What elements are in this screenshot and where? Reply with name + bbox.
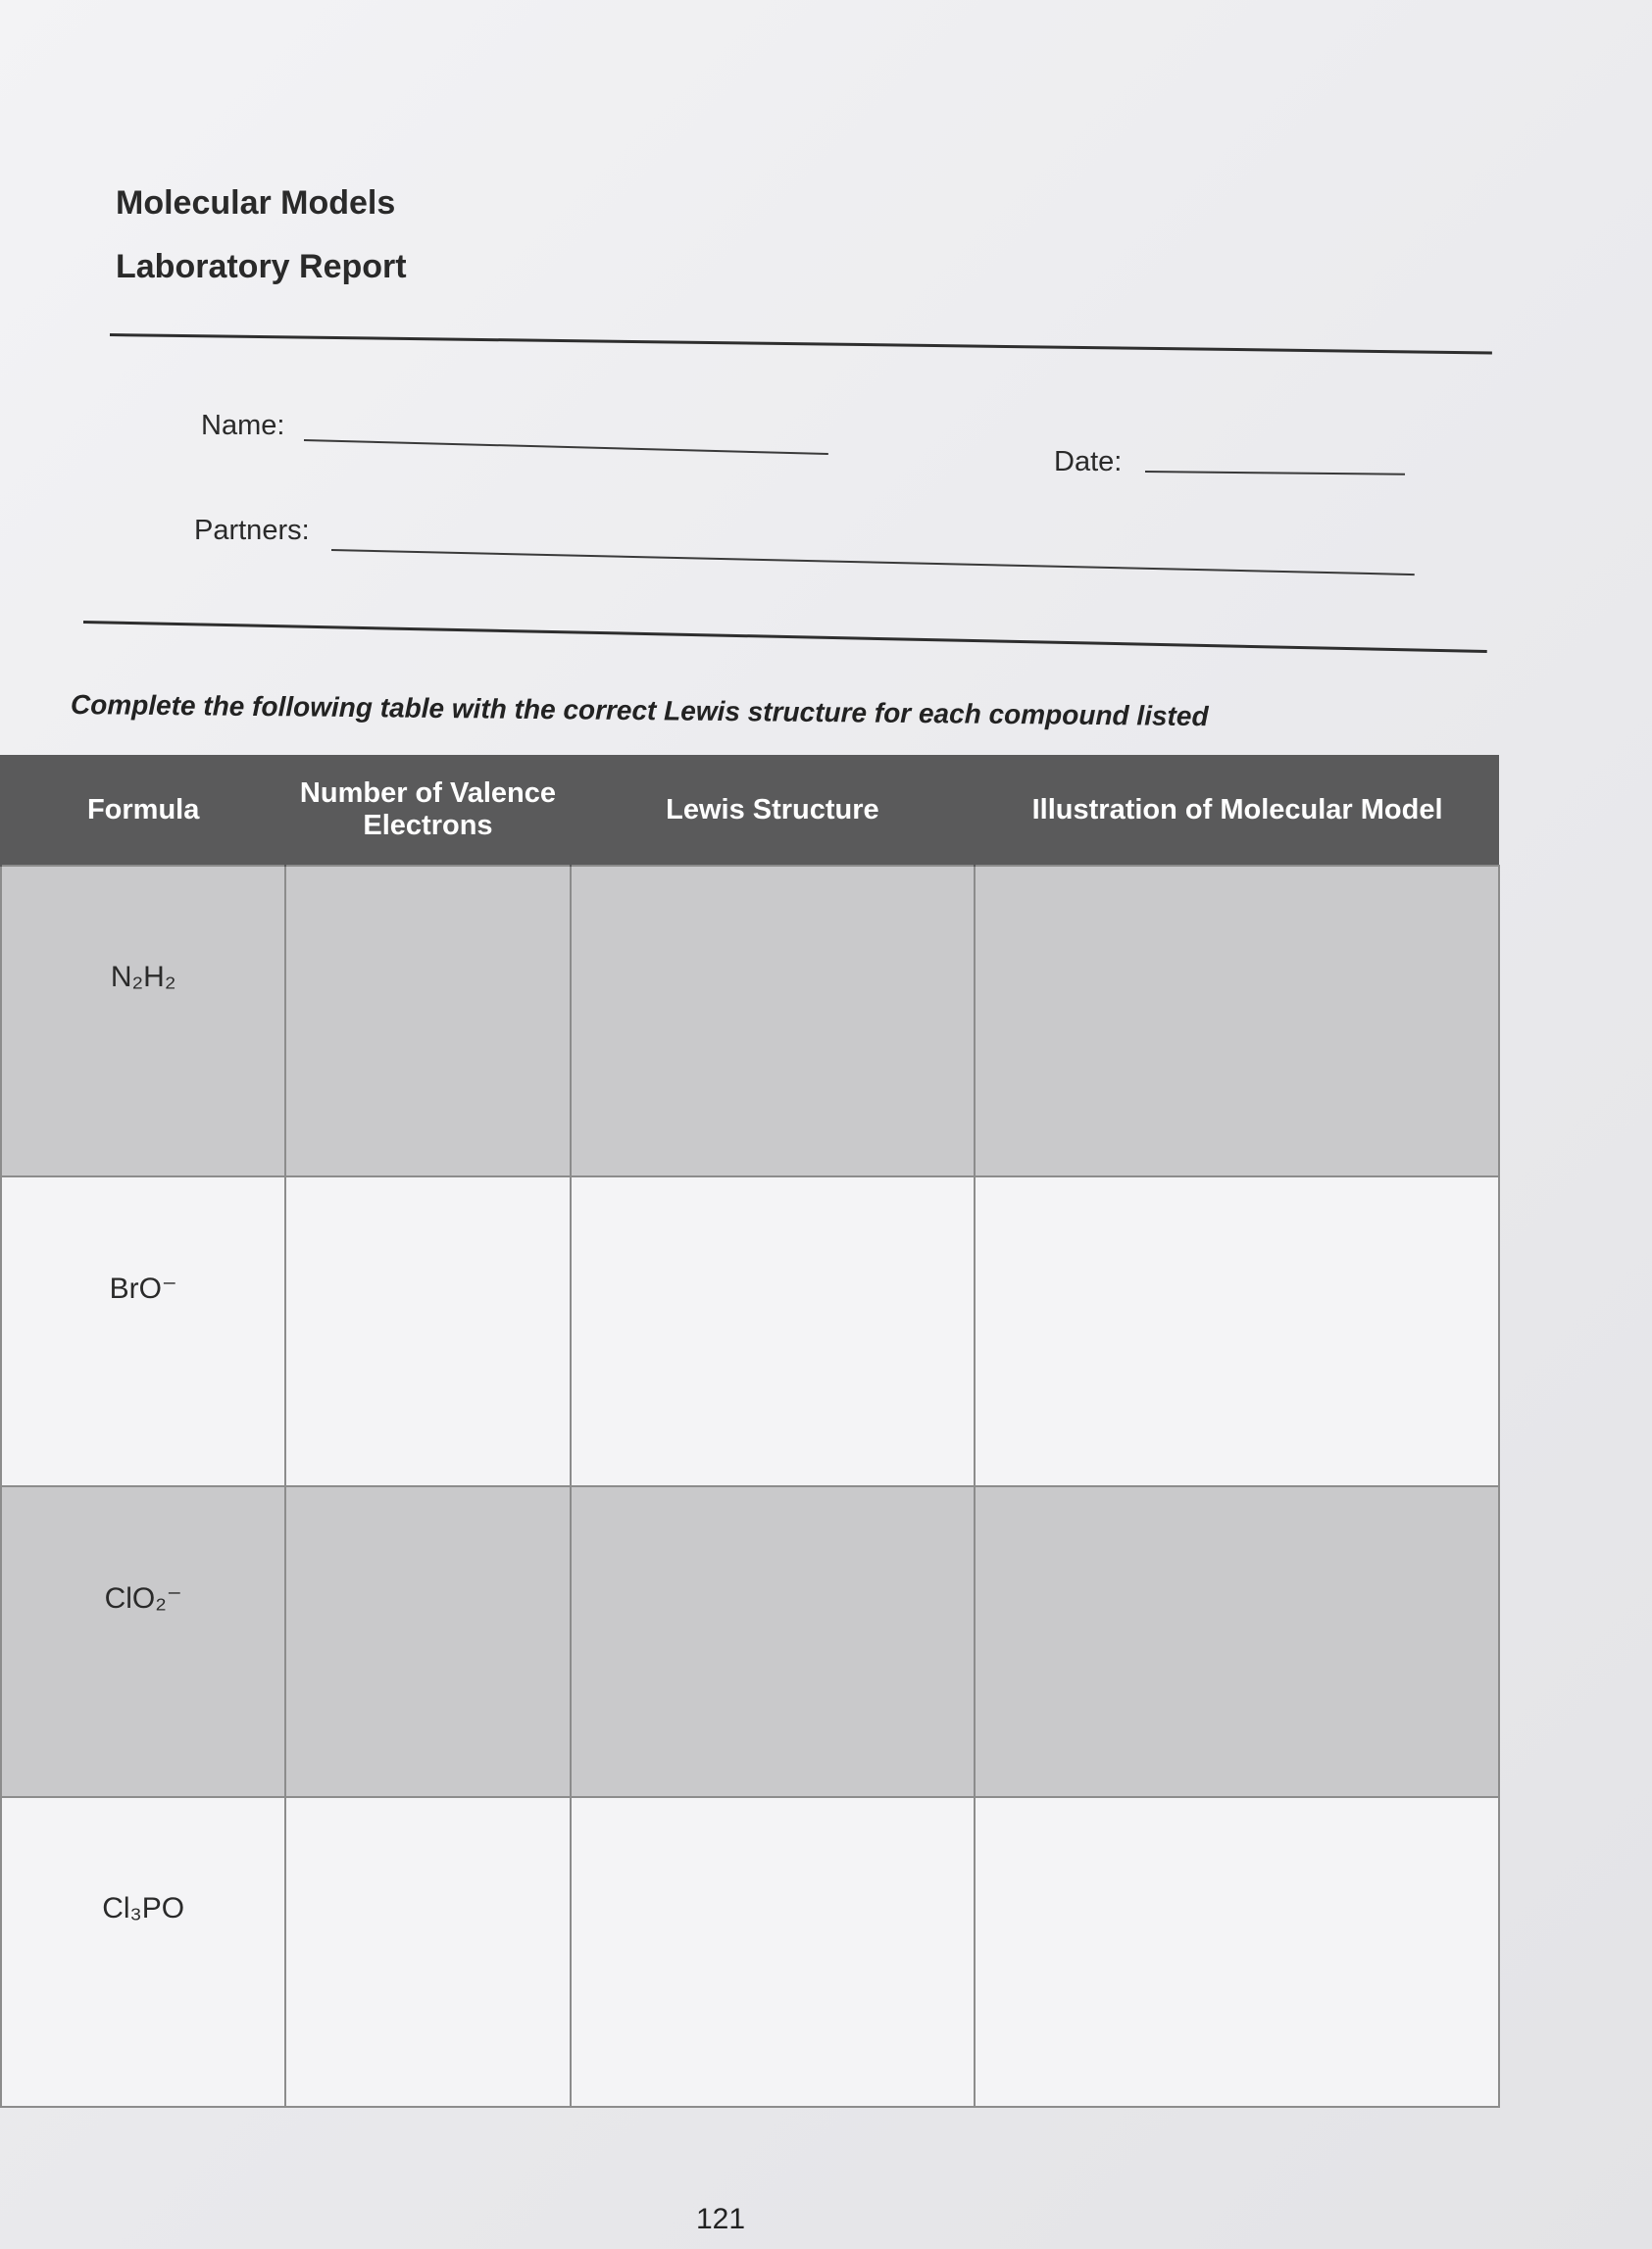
- molecular-model-cell[interactable]: [975, 1797, 1499, 2108]
- header-valence-electrons: Number of Valence Electrons: [285, 755, 570, 866]
- document-subtitle: Laboratory Report: [116, 248, 407, 285]
- valence-electrons-cell[interactable]: [285, 1176, 570, 1487]
- name-blank[interactable]: [304, 439, 828, 455]
- name-label: Name:: [201, 410, 285, 441]
- document-title: Molecular Models: [116, 184, 396, 222]
- formula-text: BrO⁻: [109, 1272, 177, 1305]
- partners-label: Partners:: [194, 515, 310, 546]
- date-blank[interactable]: [1145, 471, 1405, 475]
- partners-divider: [83, 621, 1487, 653]
- formula-cell: [1, 1176, 285, 1487]
- header-divider: [110, 333, 1492, 354]
- header-formula: Formula: [1, 755, 285, 866]
- formula-text: ClO₂⁻: [104, 1582, 182, 1615]
- lewis-structure-table-wrap: [0, 755, 1500, 2108]
- page-number: 121: [696, 2203, 746, 2235]
- molecular-model-cell[interactable]: [975, 1176, 1499, 1487]
- lewis-structure-cell[interactable]: [571, 1176, 976, 1487]
- formula-cell: [1, 1486, 285, 1797]
- lewis-structure-cell[interactable]: [571, 866, 976, 1176]
- formula-cell: [1, 866, 285, 1176]
- molecular-model-cell[interactable]: [975, 1486, 1499, 1797]
- formula-cell: [1, 1797, 285, 2108]
- header-lewis-structure: Lewis Structure: [571, 755, 976, 866]
- valence-electrons-cell[interactable]: [285, 866, 570, 1176]
- valence-electrons-cell[interactable]: [285, 1797, 570, 2108]
- table-row: [1, 1486, 1499, 1797]
- lewis-structure-table: [0, 755, 1500, 2108]
- lewis-structure-cell[interactable]: [571, 1797, 976, 2108]
- table-header-row: [1, 755, 1499, 866]
- formula-text: Cl₃PO: [102, 1891, 185, 1924]
- formula-text: N₂H₂: [110, 961, 176, 993]
- instruction-text: Complete the following table with the correct Lewis structure for each compound listed: [70, 689, 1209, 732]
- header-molecular-model: Illustration of Molecular Model: [975, 755, 1499, 866]
- valence-electrons-cell[interactable]: [285, 1486, 570, 1797]
- table-row: [1, 1797, 1499, 2108]
- table-row: [1, 1176, 1499, 1487]
- lewis-structure-cell[interactable]: [571, 1486, 976, 1797]
- table-row: [1, 866, 1499, 1176]
- partners-blank[interactable]: [331, 549, 1415, 575]
- date-label: Date:: [1054, 446, 1123, 477]
- molecular-model-cell[interactable]: [975, 866, 1499, 1176]
